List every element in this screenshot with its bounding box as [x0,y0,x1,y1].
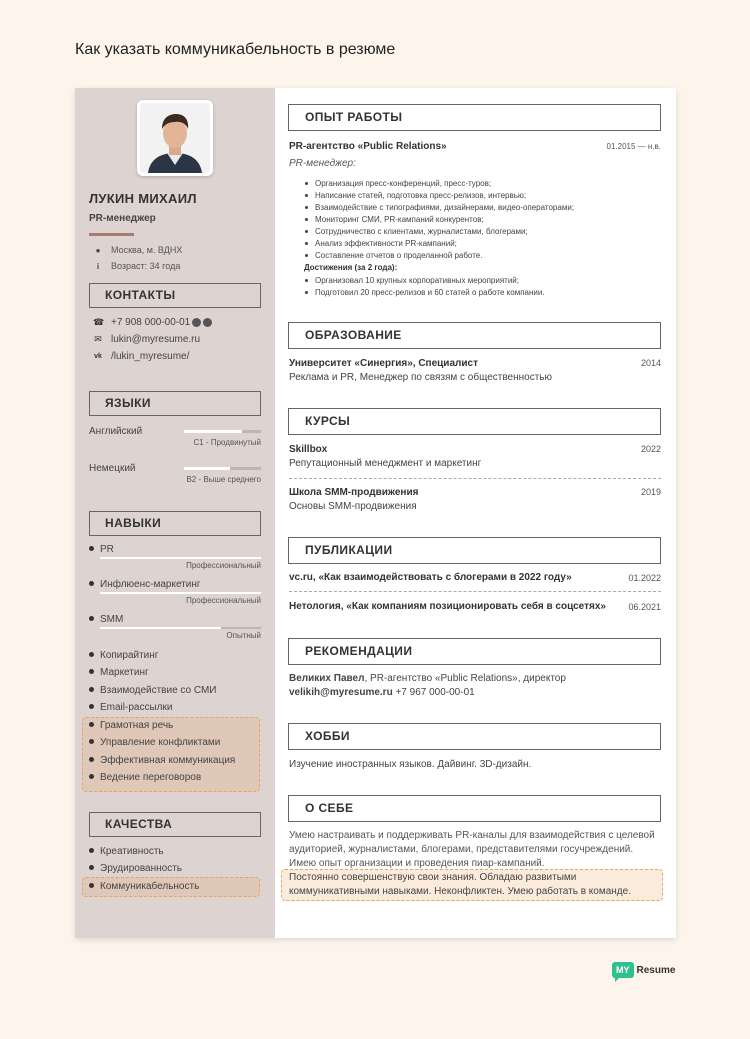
phone-text[interactable]: +7 908 000-00-01 [111,317,191,328]
skill-item [89,720,261,731]
location-row [93,245,182,255]
logo-text: Resume [636,964,676,976]
skill-name: Взаимодействие со СМИ [100,685,217,696]
quality-item [89,863,261,874]
skill-name: Email-рассылки [100,702,173,713]
quality-item [89,846,261,857]
skill-name: Копирайтинг [100,650,159,661]
list-item: Взаимодействие с типографиями, дизайнерами, видео-операторами; [303,202,653,214]
publication-title: vc.ru, «Как взаимодействовать с блогерами в 2022 году» [289,572,572,583]
publications-heading: ПУБЛИКАЦИИ [288,537,661,564]
list-item: Анализ эффективности PR-кампаний; [303,238,653,250]
skill-item [89,702,261,713]
skill-name: SMM [100,614,124,625]
job-company: PR-агентство «Public Relations» [289,141,447,152]
recommendation-line [289,673,566,684]
courses-heading: КУРСЫ [288,408,661,435]
education-year: 2014 [640,358,661,368]
sidebar [75,88,275,938]
job-date: 01.2015 — н.в. [606,142,661,151]
course-title: Школа SMM-продвижения [289,487,419,498]
skill-level-bar [100,627,261,629]
course-year: 2022 [640,444,661,454]
skill-level-fill [100,627,221,629]
email-row [93,334,200,345]
phone-icon: ☎ [93,317,105,327]
language-level: C1 - Продвинутый [193,438,261,447]
skill-level-bar [100,557,261,559]
recommendation-contacts [289,687,475,698]
language-name: Немецкий [89,463,136,474]
vk-row [93,351,189,362]
skill-name: PR [100,544,114,555]
resume-sheet [75,88,676,938]
course-subtitle: Репутационный менеджмент и маркетинг [289,458,482,469]
recommender-name: Великих Павел [289,673,365,684]
main-content [275,88,676,938]
skill-item [89,772,261,783]
skill-name: Инфлюенс-маркетинг [100,579,201,590]
skill-name: Управление конфликтами [100,737,221,748]
language-level-bar [184,467,261,470]
job-role: PR-менеджер: [289,158,356,169]
language-level-fill [184,430,242,433]
course-title: Skillbox [289,444,328,455]
myresume-logo [612,962,675,978]
education-heading: ОБРАЗОВАНИЕ [288,322,661,349]
recommendations-heading: РЕКОМЕНДАЦИИ [288,638,661,665]
language-level-bar [184,430,261,433]
quality-item [89,881,261,892]
skill-item [89,755,261,766]
skill-level: Опытный [226,631,261,640]
skill-level-fill [100,592,261,594]
list-item: Организация пресс-конференций, пресс-туров; [303,178,653,190]
skill-item [89,667,261,678]
recommender-phone: +7 967 000-00-01 [392,687,475,698]
publication-date: 06.2021 [628,602,661,612]
vk-icon: vk [94,353,102,360]
course-subtitle: Основы SMM-продвижения [289,501,417,512]
email-text[interactable]: lukin@myresume.ru [111,334,201,345]
qualities-heading: КАЧЕСТВА [89,812,261,837]
achievements-title: Достижения (за 2 года): [304,263,398,272]
skill-name: Эффективная коммуникация [100,755,236,766]
whatsapp-icon[interactable] [192,318,201,327]
experience-heading: ОПЫТ РАБОТЫ [288,104,661,131]
skill-item [89,650,261,661]
list-item: Организовал 10 крупных корпоративных мероприятий; [303,275,653,287]
skill-item [89,685,261,696]
skill-name: Ведение переговоров [100,772,202,783]
location-pin-icon: ● [95,245,101,255]
list-item: Подготовил 20 пресс-релизов и 60 статей о работе компании. [303,287,653,299]
contacts-heading: КОНТАКТЫ [89,283,261,308]
education-title: Университет «Синергия», Специалист [289,358,478,369]
skill-name: Маркетинг [100,667,149,678]
divider [289,591,661,592]
skills-heading: НАВЫКИ [89,511,261,536]
duties-list [303,178,653,262]
about-heading: О СЕБЕ [288,795,661,822]
education-subtitle: Реклама и PR, Менеджер по связям с общественностью [289,372,553,383]
about-text: Умею настраивать и поддерживать PR-каналы для взаимодействия с целевой аудиторией, журналистами, блогерами, представителями госучреждений. Имею опыт организации и проведения пиар-кампаний. [289,830,655,869]
avatar [137,100,213,176]
course-year: 2019 [640,487,661,497]
vk-text[interactable]: /lukin_myresume/ [111,351,190,362]
achievements-list [303,275,653,299]
about-highlight-text: Постоянно совершенствую свои знания. Обладаю развитыми коммуникативными навыками. Неконфликтен. Умею работать в команде. [289,872,631,897]
age-row [93,261,180,271]
language-level-fill [184,467,230,470]
skill-level: Профессиональный [186,561,261,570]
candidate-name: ЛУКИН МИХАИЛ [89,191,197,206]
telegram-icon[interactable] [203,318,212,327]
skill-level-fill [100,557,261,559]
quality-name: Креативность [100,846,164,857]
publication-title: Нетология, «Как компаниям позиционировать себя в соцсетях» [289,601,606,612]
language-item [89,426,261,447]
language-item [89,463,261,484]
skill-name: Грамотная речь [100,720,174,731]
list-item: Сотрудничество с клиентами, журналистами, блогерами; [303,226,653,238]
recommender-details: , PR-агентство «Public Relations», директор [364,673,566,684]
publication-date: 01.2022 [628,573,661,583]
email-icon: ✉ [94,334,102,344]
language-level: B2 - Выше среднего [186,475,261,484]
recommender-email[interactable]: velikih@myresume.ru [289,687,393,698]
skill-item [89,737,261,748]
list-item: Мониторинг СМИ, PR-кампаний конкурентов; [303,214,653,226]
languages-heading: ЯЗЫКИ [89,391,261,416]
logo-badge: MY [612,962,634,978]
location-text: Москва, м. ВДНХ [111,245,183,255]
page-title: Как указать коммуникабельность в резюме [75,41,396,58]
language-name: Английский [89,426,143,437]
skill-item [89,614,261,640]
accent-divider [89,233,134,236]
age-text: Возраст: 34 года [111,261,181,271]
quality-name: Эрудированность [100,863,183,874]
phone-row [93,317,212,328]
skill-item [89,579,261,605]
skill-level-bar [100,592,261,594]
list-item: Составление отчетов о проделанной работе. [303,250,653,262]
list-item: Написание статей, подготовка пресс-релизов, интервью; [303,190,653,202]
candidate-position: PR-менеджер [89,213,156,224]
hobbies-text: Изучение иностранных языков. Дайвинг. 3D-дизайн. [289,759,532,770]
quality-name: Коммуникабельность [100,881,200,892]
skill-item [89,544,261,570]
divider [289,478,661,479]
hobbies-heading: ХОББИ [288,723,661,750]
info-icon: i [96,261,100,271]
skill-level: Профессиональный [186,596,261,605]
